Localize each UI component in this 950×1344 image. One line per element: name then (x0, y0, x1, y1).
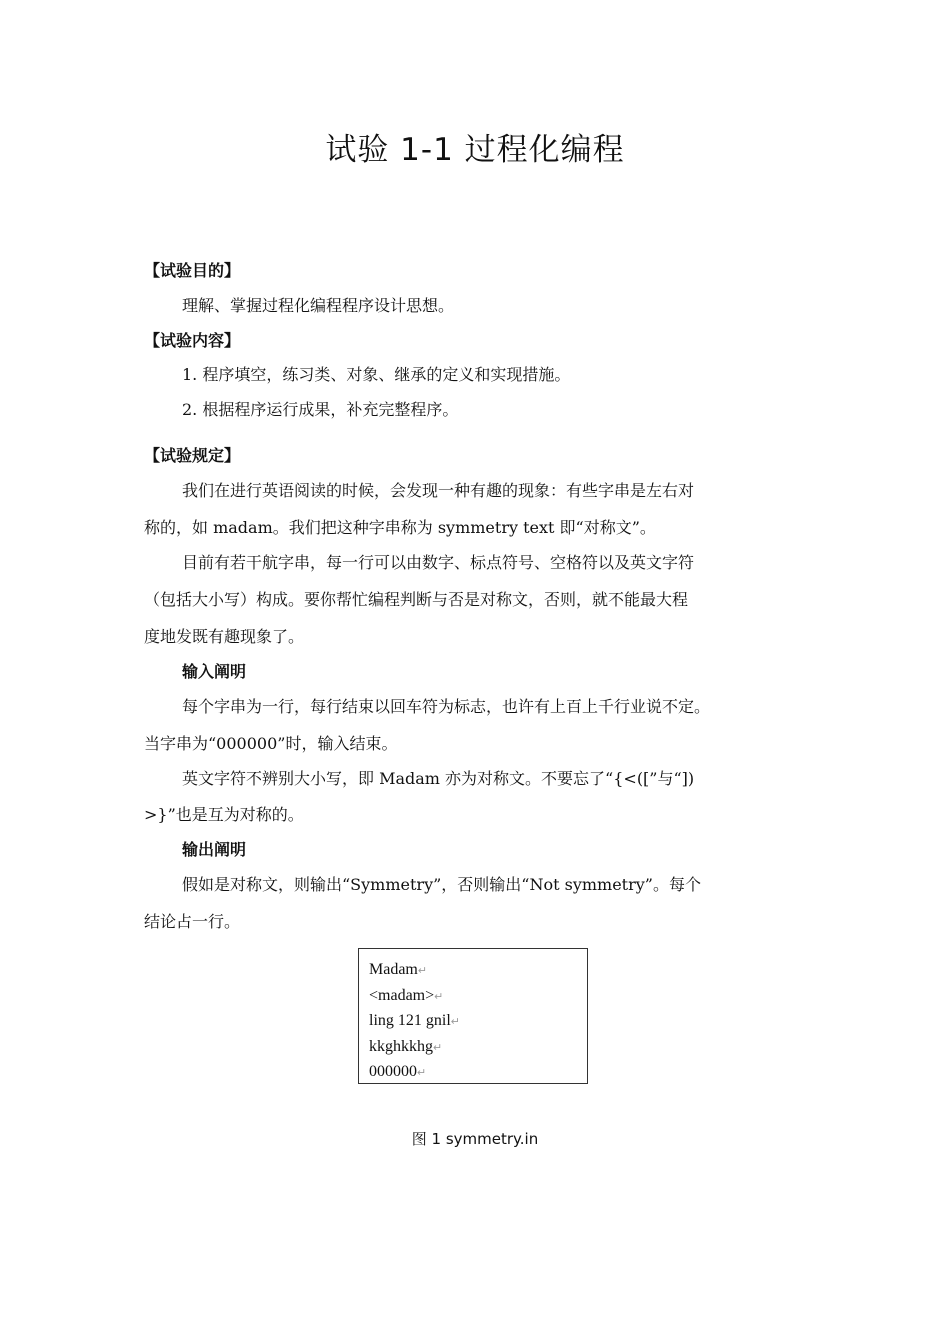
output-paragraph-line-2: 结论占一行。 (144, 912, 241, 931)
paragraph-mark-icon: ↵ (433, 1041, 443, 1054)
content-list-item-1: 1. 程序填空，练习类、对象、继承的定义和实现措施。 (182, 365, 571, 384)
input-paragraph-2-line-1: 英文字符不辨别大小写，即 Madam 亦为对称文。不要忘了“{<([”与“]) (182, 769, 695, 788)
figure-caption: 图 1 symmetry.in (411, 1130, 539, 1148)
output-paragraph-line-1: 假如是对称文，则输出“Symmetry”，否则输出“Not symmetry”。每个 (182, 875, 701, 894)
paragraph-mark-icon: ↵ (450, 1016, 460, 1028)
content-list-item-2: 2. 根据程序运行成果，补充完整程序。 (182, 400, 459, 419)
input-paragraph-1-line-2: 当字串为“000000”时，输入结束。 (144, 734, 398, 753)
input-heading: 输入阐明 (182, 662, 247, 681)
sample-input-line (369, 1035, 577, 1061)
sample-input-line (369, 958, 577, 984)
sample-line-text: kkghkkhg (369, 1037, 433, 1055)
sample-line-text: Madam (369, 961, 418, 978)
sample-input-line (369, 1009, 577, 1035)
rules-paragraph-1-line-2: 称的，如 madam。我们把这种字串称为 symmetry text 即“对称文”。 (144, 518, 656, 537)
paragraph-mark-icon: ↵ (434, 990, 444, 1003)
rules-paragraph-2-line-2: （包括大小写）构成。要你帮忙编程判断与否是对称文，否则，就不能最大程 (144, 590, 689, 609)
sample-line-text: 000000 (369, 1063, 417, 1080)
paragraph-mark-icon: ↵ (417, 1067, 427, 1079)
sample-line-text: <madam> (369, 986, 435, 1004)
input-paragraph-2-line-2: >}”也是互为对称的。 (144, 805, 304, 824)
section-heading-content: 【试验内容】 (144, 331, 241, 350)
section-heading-purpose: 【试验目的】 (144, 261, 241, 280)
input-paragraph-1-line-1: 每个字串为一行，每行结束以回车符为标志，也许有上百上千行业说不定。 (182, 697, 711, 716)
sample-input-line (369, 984, 577, 1010)
output-heading: 输出阐明 (182, 840, 247, 859)
rules-paragraph-2-line-3: 度地发既有趣现象了。 (144, 627, 305, 646)
rules-paragraph-2-line-1: 目前有若干航字串，每一行可以由数字、标点符号、空格符以及英文字符 (182, 553, 695, 572)
paragraph-mark-icon: ↵ (417, 965, 428, 977)
sample-input-line (369, 1060, 577, 1086)
sample-line-text: ling 121 gnil (369, 1012, 451, 1029)
purpose-text: 理解、掌握过程化编程程序设计思想。 (182, 296, 455, 315)
rules-paragraph-1-line-1: 我们在进行英语阅读的时候，会发现一种有趣的现象：有些字串是左右对 (182, 481, 695, 500)
section-heading-rules: 【试验规定】 (144, 446, 241, 465)
sample-input-box (358, 948, 588, 1084)
page-title: 试验 1-1 过程化编程 (325, 132, 625, 168)
